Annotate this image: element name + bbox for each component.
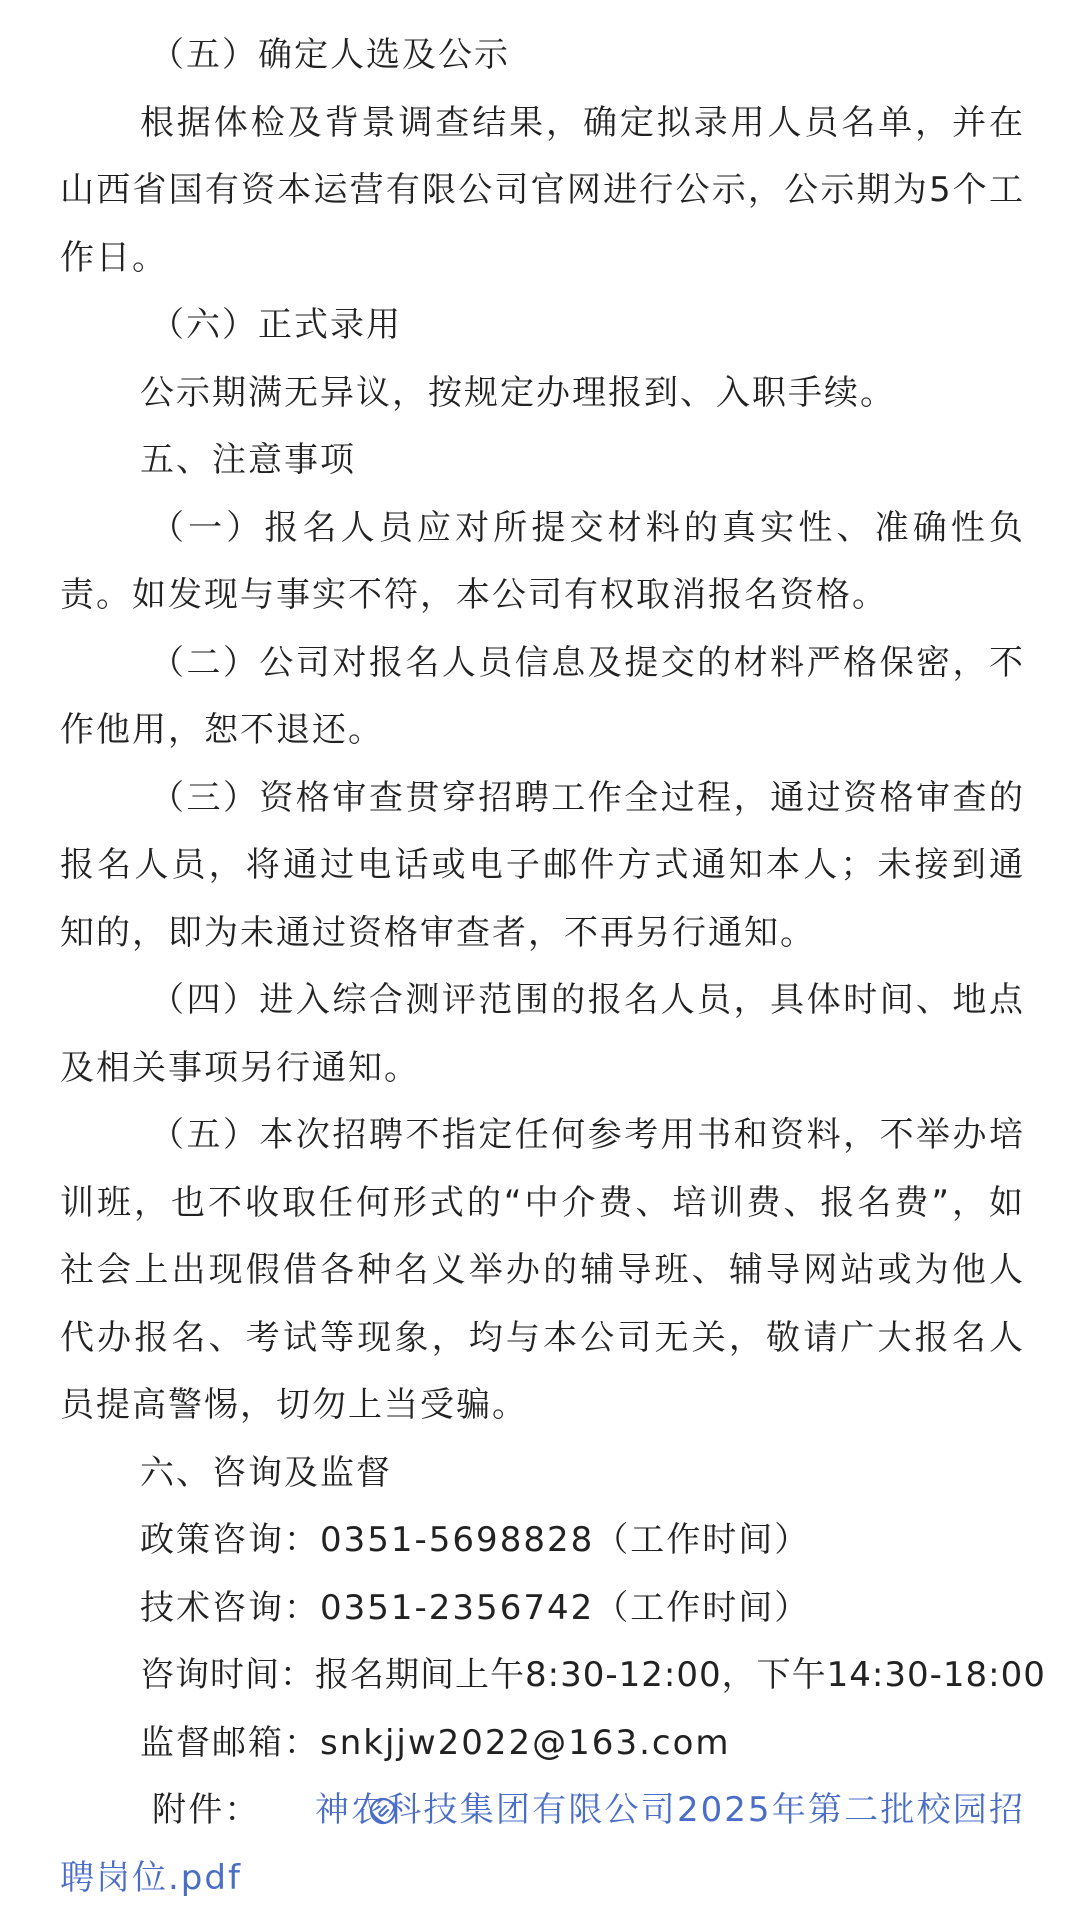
paragraph-formal-hire: 公示期满无异议，按规定办理报到、入职手续。 [140,372,896,413]
section-heading-notes: 五、注意事项 [140,440,356,480]
attachment-row [60,1777,1025,1912]
document-body [60,22,1046,1912]
attachment-link[interactable]: 神农科技集团有限公司2025年第二批校园招聘岗位.pdf [60,1790,1025,1898]
contact-hours: 咨询时间：报名期间上午8:30-12:00，下午14:30-18:00 [140,1655,1046,1695]
section-heading-confirm-candidates: （五）确定人选及公示 [150,35,510,75]
note-item-3: （三）资格审查贯穿招聘工作全过程，通过资格审查的报名人员，将通过电话或电子邮件方式通知本人；未接到通知的，即为未通过资格审查者，不再另行通知。 [60,777,1025,953]
note-item-4: （四）进入综合测评范围的报名人员，具体时间、地点及相关事项另行通知。 [60,980,1025,1088]
section-heading-contact: 六、咨询及监督 [140,1452,392,1493]
paragraph-confirm-candidates: 根据体检及背景调查结果，确定拟录用人员名单，并在山西省国有资本运营有限公司官网进行公示，公示期为5个工作日。 [60,102,1025,278]
section-heading-formal-hire: （六）正式录用 [150,305,402,345]
attachment-label: 附件： [152,1790,261,1830]
contact-policy: 政策咨询：0351-5698828（工作时间） [140,1520,811,1560]
contact-email: 监督邮箱：snkjjw2022@163.com [140,1722,731,1763]
note-item-2: （二）公司对报名人员信息及提交的材料严格保密，不作他用，恕不退还。 [60,642,1025,750]
paperclip-icon [277,1781,305,1809]
note-item-1: （一）报名人员应对所提交材料的真实性、准确性负责。如发现与事实不符，本公司有权取消报名资格。 [60,507,1025,615]
contact-tech: 技术咨询：0351-2356742（工作时间） [140,1587,811,1628]
note-item-5: （五）本次招聘不指定任何参考用书和资料，不举办培训班，也不收取任何形式的“中介费、培训费、报名费”，如社会上出现假借各种名义举办的辅导班、辅导网站或为他人代办报名、考试等现象，均与本公司无关，敬请广大报名人员提高警惕，切勿上当受骗。 [60,1115,1025,1425]
